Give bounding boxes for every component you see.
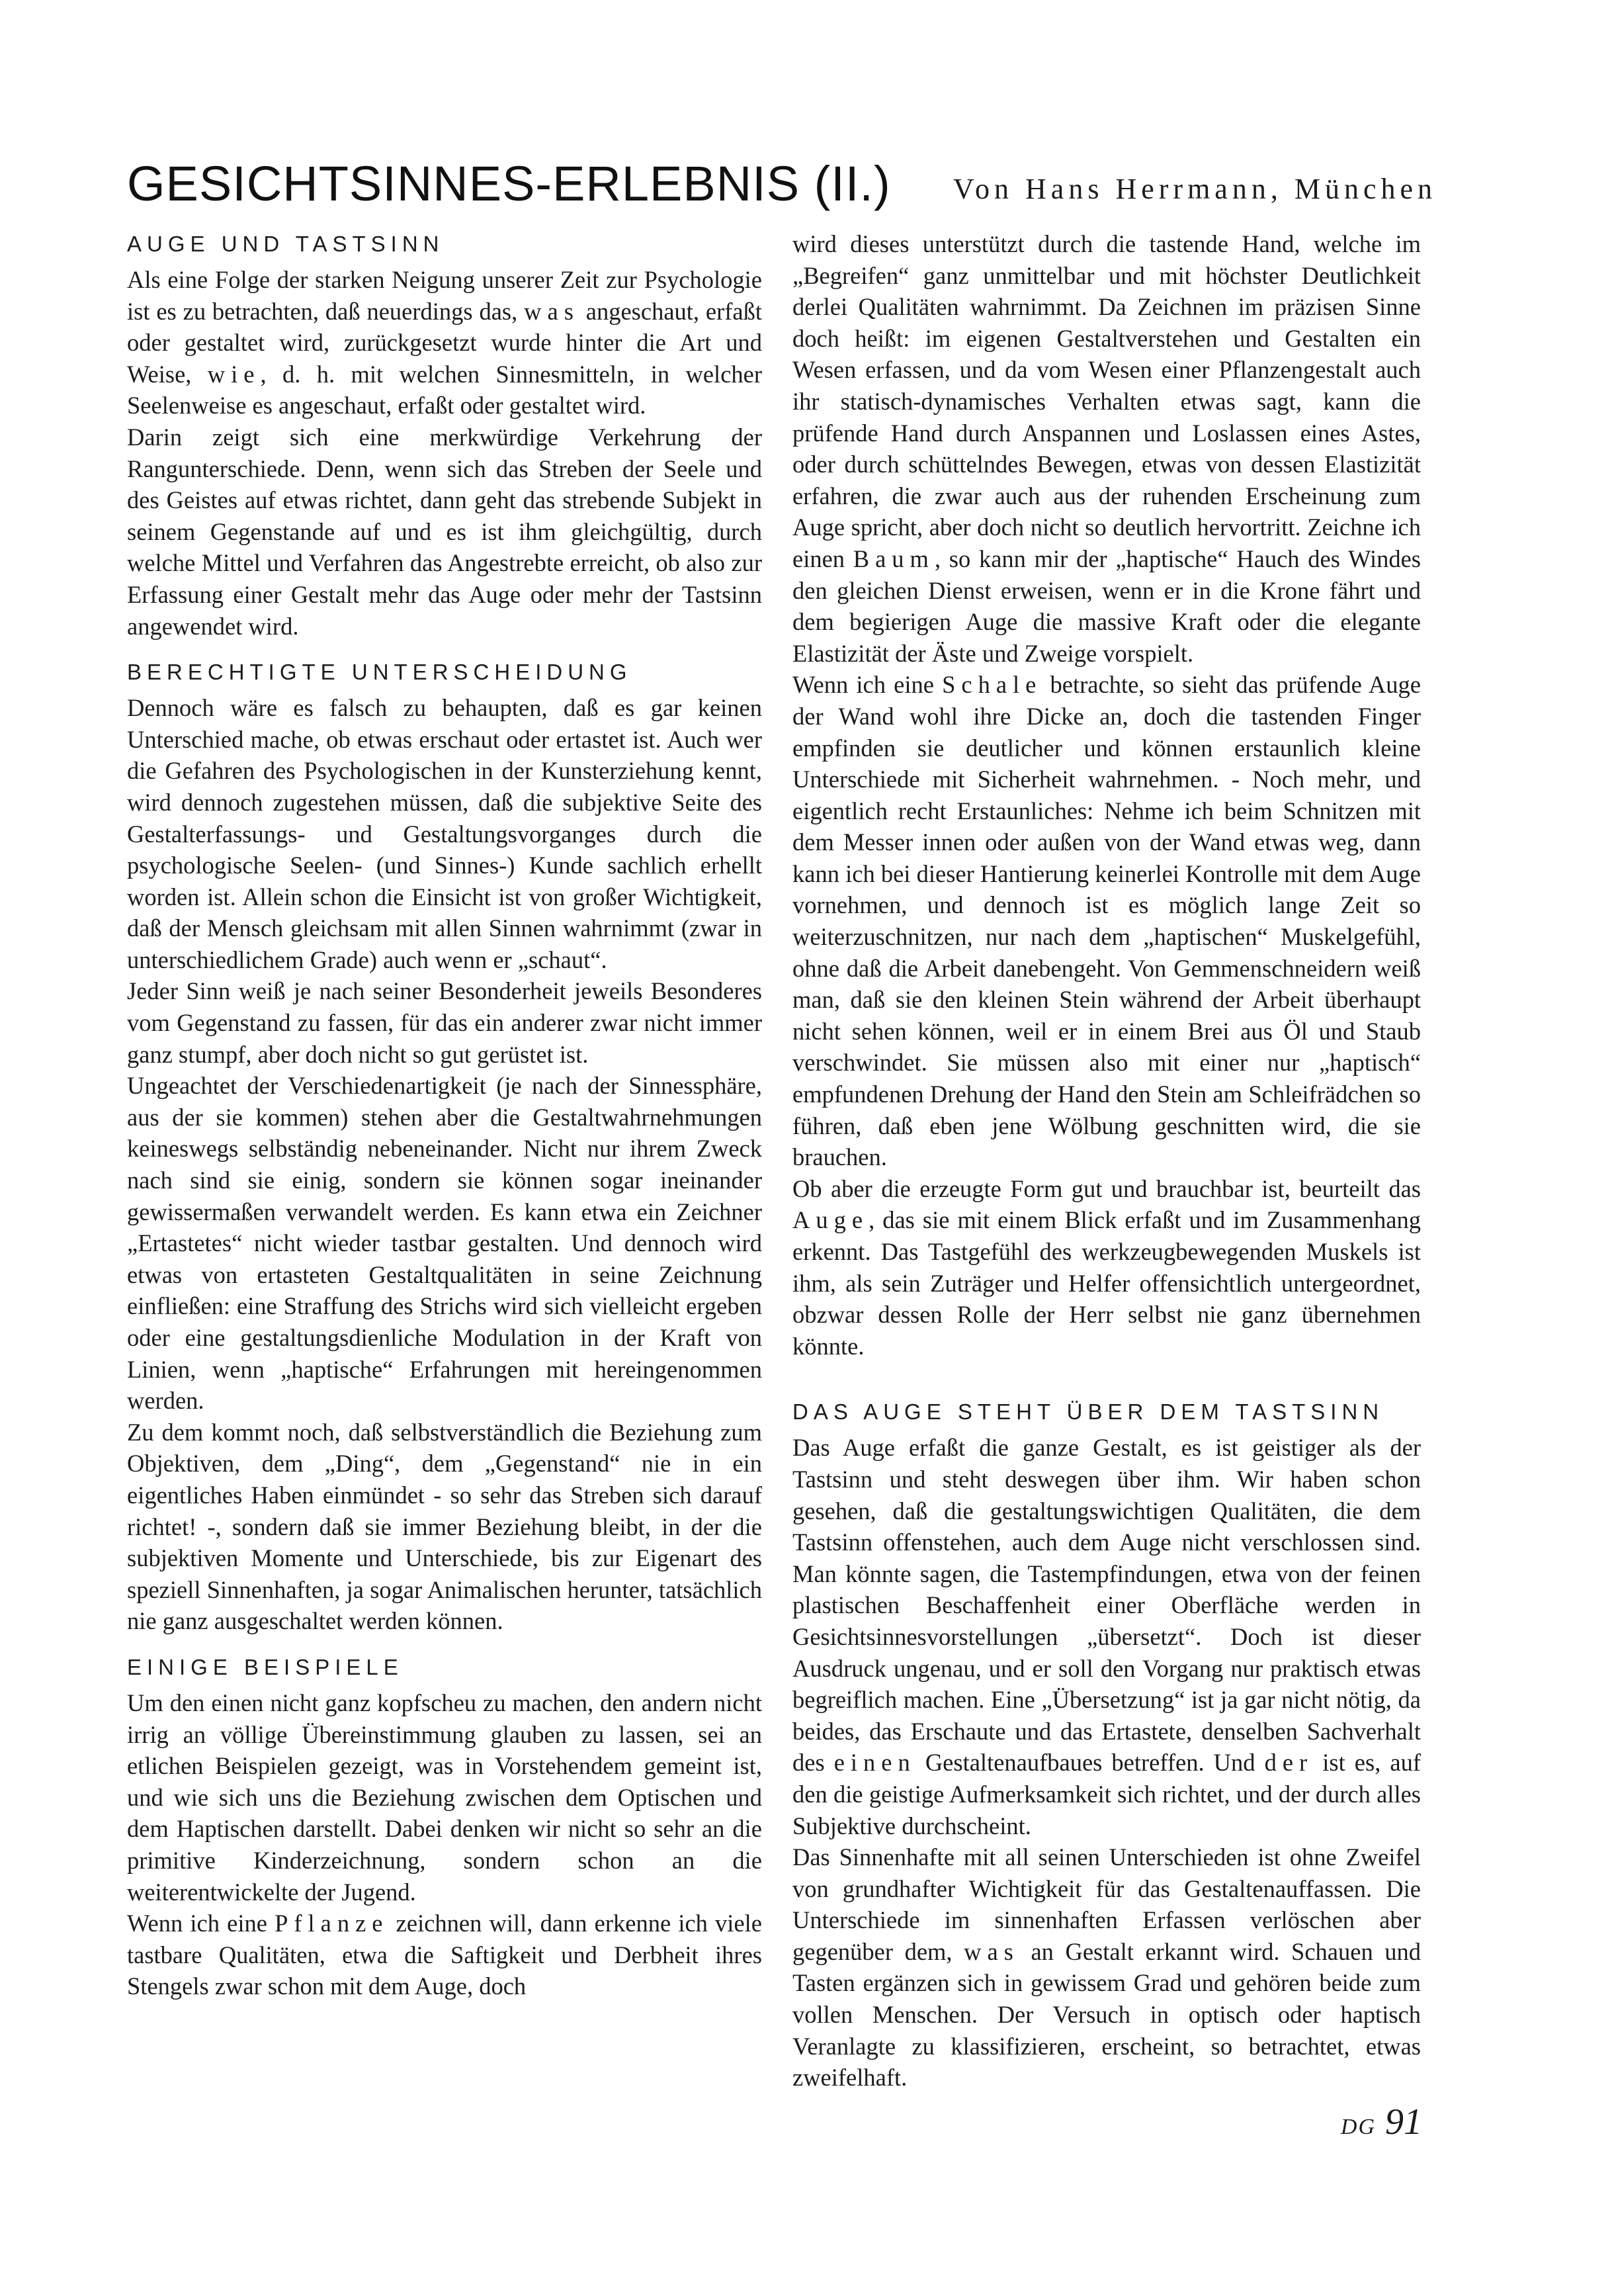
right-column <box>792 228 1421 2094</box>
spaced-word: der <box>1264 1749 1314 1777</box>
paragraph: wird dieses unterstützt durch die tastende Hand, welche im „Begreifen“ ganz unmittelbar und mit höchster Deutlichkeit derlei Qualitäten wahrnimmt. Da Zeichnen im präzisen Sinne doch heißt: im eigenen Gestaltverstehen und Gestalten ein Wesen erfassen, und da vom Wesen einer Pflanzengestalt auch ihr statisch-dynamisches Verhalten etwas sagt, kann die prüfende Hand durch Anspannen und Loslassen eines Astes, oder durch schüttelndes Bewegen, etwas von dessen Elastizität erfahren, die zwar auch aus der ruhenden Erscheinung zum Auge spricht, aber doch nicht so deutlich hervortritt. Zeichne ich einen Baum, so kann mir der „haptische“ Hauch des Windes den gleichen Dienst erweisen, wenn er in die Krone fährt und dem begierigen Auge die massive Kraft oder die elegante Elastizität der Äste und Zweige vorspielt. <box>792 230 1421 667</box>
paragraph: Wenn ich eine Schale betrachte, so sieht das prüfende Auge der Wand wohl ihre Dicke an, doch die tastenden Finger empfinden sie deutlicher und können erstaunlich kleine Unterschiede mit Sicherheit wahrnehmen. - Noch mehr, und eigentlich recht Erstaunliches: Nehme ich beim Schnitzen mit dem Messer innen oder außen von der Wand etwas weg, dann kann ich bei dieser Hantierung keinerlei Kontrolle mit dem Auge vornehmen, und dennoch ist es möglich lange Zeit so weiterzuschnitzen, nur nach dem „haptischen“ Muskelgefühl, ohne daß die Arbeit danebengeht. Von Gemmenschneidern weiß man, daß sie den kleinen Stein während der Arbeit überhaupt nicht sehen können, weil er in einem Brei aus Öl und Staub verschwindet. Sie müssen also mit einer nur „haptisch“ empfundenen Drehung der Hand den Stein am Schleifrädchen so führen, daß eben jene Wölbung geschnitten wird, die sie brauchen. <box>792 671 1421 1171</box>
spaced-word: wie <box>207 360 261 388</box>
paragraph: Jeder Sinn weiß je nach seiner Besonderheit jeweils Besonderes vom Gegenstand zu fassen, für das ein anderer zwar nicht immer ganz stumpf, aber doch nicht so gut gerüstet ist. <box>127 977 762 1068</box>
paragraph: Um den einen nicht ganz kopfscheu zu machen, den andern nicht irrig an völlige Übereinstimmung glauben zu lassen, sei an etlichen Beispielen gezeigt, was in Vorstehendem gemeint ist, und wie sich uns die Beziehung zwischen dem Optischen und dem Haptischen darstellt. Dabei denken wir nicht so sehr an die primitive Kinderzeichnung, sondern schon an die weiterentwickelte der Jugend. <box>127 1689 762 1906</box>
page-number: 91 <box>1385 2101 1422 2142</box>
paragraph: Dennoch wäre es falsch zu behaupten, daß es gar keinen Unterschied mache, ob etwas erschaut oder ertastet ist. Auch wer die Gefahren des Psychologischen in der Kunsterziehung kennt, wird dennoch zugestehen müssen, daß die subjektive Seite des Gestalterfassungs- und Gestaltungsvorganges durch die psychologische Seelen- (und Sinnes-) Kunde sachlich erhellt worden ist. Allein schon die Einsicht ist von großer Wichtigkeit, daß der Mensch gleichsam mit allen Sinnen wahrnimmt (zwar in unterschiedlichem Grade) auch wenn er „schaut“. <box>127 694 762 973</box>
left-column <box>127 228 762 2002</box>
paragraph: Zu dem kommt noch, daß selbstverständlich die Beziehung zum Objektiven, dem „Ding“, dem „Gegenstand“ nie in ein eigentliches Haben einmündet - so sehr das Streben sich darauf richtet! -, sondern daß sie immer Beziehung bleibt, in der die subjektiven Momente und Unterschiede, bis zur Eigenart des speziell Sinnenhaften, ja sogar Animalischen herunter, tatsächlich nie ganz ausgeschaltet werden können. <box>127 1418 762 1635</box>
article-header <box>127 151 1437 217</box>
author-byline: Von Hans Herrmann, München <box>953 173 1437 205</box>
spaced-word: einen <box>833 1749 916 1777</box>
page-footer <box>1341 2101 1422 2143</box>
paragraph: Das Sinnenhafte mit all seinen Unterschieden ist ohne Zweifel von grundhafter Wichtigkeit für das Gestaltenauffassen. Die Unterschiede im sinnenhaften Erfassen verlöschen aber gegenüber dem, was an Gestalt erkannt wird. Schauen und Tasten ergänzen sich in gewissem Grad und gehören beide zum vollen Menschen. Der Versuch in optisch oder haptisch Veranlagte zu klassifizieren, erscheint, so betrachtet, etwas zweifelhaft. <box>792 1843 1422 2092</box>
paragraph: Als eine Folge der starken Neigung unserer Zeit zur Psychologie ist es zu betrachten, daß neuerdings das, was angeschaut, erfaßt oder gestaltet wird, zurückgesetzt wurde hinter die Art und Weise, wie, d. h. mit welchen Sinnesmitteln, in welcher Seelenweise es angeschaut, erfaßt oder gestaltet wird. <box>127 266 763 419</box>
section-heading: EINIGE BEISPIELE <box>127 1654 404 1679</box>
section-heading: BERECHTIGTE UNTERSCHEIDUNG <box>127 660 632 685</box>
magazine-abbreviation: DG <box>1340 2115 1376 2139</box>
paragraph: Ob aber die erzeugte Form gut und brauchbar ist, beurteilt das Auge, das sie mit einem Blick erfaßt und im Zusammenhang erkennt. Das Tastgefühl des werkzeugbewegenden Muskels ist ihm, als sein Zuträger und Helfer offensichtlich untergeordnet, obzwar dessen Rolle der Herr selbst nie ganz übernehmen könnte. <box>792 1174 1421 1360</box>
spaced-word: Baum <box>853 545 935 572</box>
article-title: GESICHTSINNES-ERLEBNIS (II.) <box>127 156 891 211</box>
paragraph: Das Auge erfaßt die ganze Gestalt, es ist geistiger als der Tastsinn und steht deswegen über ihm. Wir haben schon gesehen, daß die gestaltungswichtigen Qualitäten, die dem Tastsinn offenstehen, auch dem Auge nicht verschlossen sind. Man könnte sagen, die Tastempfindungen, etwa von der feinen plastischen Beschaffenheit einer Oberfläche werden in Gesichtsinnesvorstellungen „übersetzt“. Doch ist dieser Ausdruck ungenau, und er soll den Vorgang nur praktisch etwas begreiflich machen. Eine „Übersetzung“ ist ja gar nicht nötig, da beides, das Erschaute und das Ertastete, denselben Sachverhalt des einen Gestaltenaufbaues betreffen. Und der ist es, auf den die geistige Aufmerksamkeit sich richtet, und der durch alles Subjektive durchscheint. <box>792 1434 1422 1839</box>
spaced-word: Auge <box>792 1206 869 1234</box>
spaced-word: Pflanze <box>275 1910 389 1937</box>
section-heading: AUGE UND TASTSINN <box>127 232 445 256</box>
paragraph: Darin zeigt sich eine merkwürdige Verkehrung der Rangunterschiede. Denn, wenn sich das Streben der Seele und des Geistes auf etwas richtet, dann geht das strebende Subjekt in seinem Gegenstande auf und es ist ihm gleichgültig, durch welche Mittel und Verfahren das Angestrebte erreicht, ob also zur Erfassung einer Gestalt mehr das Auge oder mehr der Tastsinn angewendet wird. <box>127 423 762 640</box>
spaced-word: Schale <box>942 671 1042 699</box>
paragraph: Ungeachtet der Verschiedenartigkeit (je nach der Sinnessphäre, aus der sie kommen) stehen aber die Gestaltwahrnehmungen keineswegs selbständig nebeneinander. Nicht nur ihrem Zweck nach sind sie einig, sondern sie können sogar ineinander gewissermaßen verwandelt werden. Es kann etwa ein Zeichner „Ertastetes“ nicht wieder tastbar gestalten. Und dennoch wird etwas von ertasteten Gestaltqualitäten in seine Zeichnung einfließen: eine Straffung des Strichs wird sich vielleicht ergeben oder eine gestaltungsdienliche Modulation in der Kraft von Linien, wenn „haptische“ Erfahrungen mit hereingenommen werden. <box>127 1072 762 1415</box>
spaced-word: was <box>524 297 579 325</box>
section-heading: DAS AUGE STEHT ÜBER DEM TASTSINN <box>792 1399 1384 1425</box>
paragraph: Wenn ich eine Pflanze zeichnen will, dann erkenne ich viele tastbare Qualitäten, etwa die Saftigkeit und Derbheit ihres Stengels zwar schon mit dem Auge, doch <box>127 1910 762 2000</box>
spaced-word: was <box>964 1937 1019 1965</box>
